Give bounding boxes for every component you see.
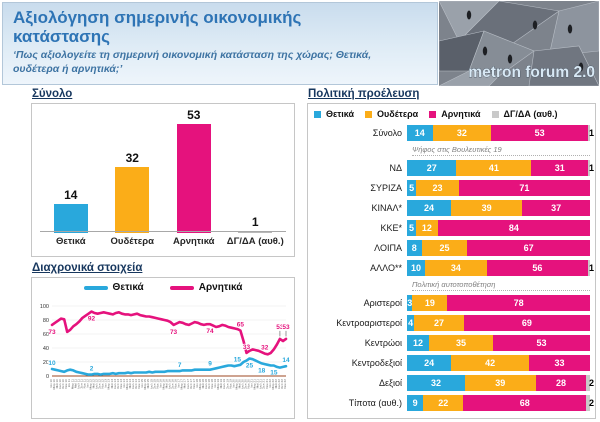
segment-negative: 71 <box>459 180 590 196</box>
origin-rows <box>312 125 594 411</box>
svg-text:15: 15 <box>233 356 241 364</box>
legend-label: Ουδέτερα <box>377 109 419 119</box>
segment-positive: 24 <box>407 200 451 216</box>
trend-panel-title: Διαχρονικά στοιχεία <box>32 262 143 274</box>
svg-text:2: 2 <box>89 365 94 373</box>
segment-negative: 53 <box>493 335 590 351</box>
group-separator: Ψήφος στις Βουλευτικές 19 <box>412 145 590 156</box>
origin-row-label: ΚΙΝΑΛ* <box>371 203 402 213</box>
segment-negative: 31 <box>531 160 588 176</box>
origin-panel-title: Πολιτική προέλευση <box>308 88 420 100</box>
origin-row <box>312 240 590 256</box>
svg-text:Ιουλ 10: Ιουλ 10 <box>58 379 63 390</box>
legend-swatch <box>365 111 372 118</box>
segment-neutral: 19 <box>412 295 447 311</box>
legend-item <box>84 282 144 293</box>
bar-2 <box>177 124 211 233</box>
metron-forum-logo <box>439 1 599 86</box>
dk-value: 2 <box>588 378 594 388</box>
segment-positive: 8 <box>407 240 422 256</box>
svg-text:Ιαν 15: Ιαν 15 <box>140 379 145 388</box>
segment-negative: 67 <box>467 240 590 256</box>
origin-row-label: Κεντροδεξιοί <box>351 358 402 368</box>
legend-label: Αρνητικά <box>198 282 243 293</box>
svg-text:Ιουλ 14: Ιουλ 14 <box>131 379 136 390</box>
total-categories <box>40 231 286 253</box>
segment-neutral: 41 <box>456 160 531 176</box>
svg-text:Ιουλ 12: Ιουλ 12 <box>94 379 99 390</box>
trend-line-chart <box>31 277 295 419</box>
bar-value: 14 <box>64 188 78 203</box>
svg-text:Μαρ 22: Μαρ 22 <box>270 379 275 390</box>
origin-row-label: Κεντροαριστεροί <box>336 318 402 328</box>
svg-text:Ιουλ 22: Ιουλ 22 <box>276 379 281 390</box>
svg-text:Ιαν 18: Ιαν 18 <box>194 379 199 388</box>
origin-row-track <box>407 335 590 351</box>
svg-text:Ιαν 10: Ιαν 10 <box>49 379 53 388</box>
svg-text:Ιουλ 18: Ιουλ 18 <box>203 379 208 390</box>
bar-1 <box>115 167 149 233</box>
segment-negative: 56 <box>487 260 588 276</box>
svg-text:Σεπ 16: Σεπ 16 <box>170 379 175 389</box>
svg-text:Νοε 21: Νοε 21 <box>264 379 269 389</box>
segment-positive: 5 <box>407 220 416 236</box>
svg-text:Ιουλ 20: Ιουλ 20 <box>240 379 245 390</box>
segment-neutral: 25 <box>422 240 468 256</box>
dk-value: 1 <box>588 163 594 173</box>
svg-text:18: 18 <box>258 367 266 375</box>
svg-text:Μαρ 14: Μαρ 14 <box>124 379 129 390</box>
origin-row <box>312 395 594 411</box>
svg-text:Μαϊ 15: Μαϊ 15 <box>146 379 151 389</box>
svg-text:Σεπ 19: Σεπ 19 <box>225 379 230 389</box>
segment-positive: 3 <box>407 295 412 311</box>
origin-row-track <box>407 240 590 256</box>
origin-row-track <box>407 180 590 196</box>
segment-positive: 27 <box>407 160 456 176</box>
svg-text:Ιαν 16: Ιαν 16 <box>158 379 163 388</box>
bar-category-label: Θετικά <box>55 236 86 247</box>
bar-column-0 <box>43 188 99 233</box>
origin-row-label: Κεντρώοι <box>364 338 402 348</box>
segment-positive: 24 <box>407 355 451 371</box>
svg-text:33: 33 <box>242 343 251 351</box>
svg-text:9: 9 <box>208 360 212 368</box>
segment-negative: 68 <box>463 395 586 411</box>
svg-text:10: 10 <box>48 360 56 367</box>
svg-text:25: 25 <box>245 362 254 370</box>
svg-text:Ιαν 22: Ιαν 22 <box>267 379 272 388</box>
svg-text:Νοε 13: Νοε 13 <box>118 379 123 389</box>
segment-negative: 84 <box>438 220 590 236</box>
bar-0 <box>54 204 88 233</box>
svg-text:73: 73 <box>48 328 56 336</box>
origin-row <box>312 375 594 391</box>
bar-category-label: ΔΓ/ΔΑ (αυθ.) <box>226 236 284 247</box>
svg-text:Μαϊ 12: Μαϊ 12 <box>91 379 96 389</box>
bar-column-1 <box>104 151 160 233</box>
bar-value: 1 <box>251 214 259 229</box>
segment-positive: 14 <box>407 125 433 141</box>
svg-text:Νοε 14: Νοε 14 <box>137 379 142 389</box>
legend-swatch <box>84 286 108 290</box>
origin-row-label: ΑΛΛΟ** <box>370 263 402 273</box>
bar-category-label: Αρνητικά <box>172 236 215 247</box>
svg-text:Ιουλ 13: Ιουλ 13 <box>112 379 117 390</box>
segment-neutral: 34 <box>425 260 487 276</box>
origin-row <box>312 315 590 331</box>
origin-row-track <box>407 260 594 276</box>
svg-text:Ιουλ 11: Ιουλ 11 <box>76 379 81 389</box>
bar-value: 32 <box>125 151 139 166</box>
svg-text:Μαρ 13: Μαρ 13 <box>106 379 111 390</box>
svg-text:Νοε 15: Νοε 15 <box>155 379 160 389</box>
svg-text:Σεπ 17: Σεπ 17 <box>188 379 193 389</box>
origin-row-label: Τίποτα (αυθ.) <box>348 398 402 408</box>
origin-row <box>312 260 594 276</box>
legend-label: Θετικά <box>112 282 144 293</box>
svg-text:60: 60 <box>42 332 49 338</box>
segment-neutral: 32 <box>433 125 492 141</box>
svg-text:20: 20 <box>42 360 49 366</box>
segment-positive: 10 <box>407 260 425 276</box>
segment-negative: 37 <box>522 200 590 216</box>
svg-text:7: 7 <box>177 362 182 370</box>
total-panel-title: Σύνολο <box>32 88 73 100</box>
svg-text:Μαρ 21: Μαρ 21 <box>252 379 257 390</box>
segment-neutral: 39 <box>465 375 536 391</box>
svg-text:Ιαν 19: Ιαν 19 <box>213 379 218 388</box>
legend-label: Θετικά <box>326 109 355 119</box>
header <box>2 2 438 85</box>
svg-text:Νοε 19: Νοε 19 <box>228 379 233 389</box>
svg-text:Μαρ 19: Μαρ 19 <box>216 379 221 390</box>
legend-item <box>492 109 558 119</box>
svg-text:Ιαν 11: Ιαν 11 <box>67 379 72 388</box>
svg-text:Ιουλ 15: Ιουλ 15 <box>149 379 154 390</box>
legend-swatch <box>492 111 499 118</box>
svg-text:Μαρ 16: Μαρ 16 <box>161 379 166 390</box>
total-bar-chart <box>31 103 295 257</box>
svg-text:Νοε 18: Νοε 18 <box>210 379 215 389</box>
svg-text:Μαϊ 11: Μαϊ 11 <box>73 379 78 389</box>
origin-row-label: Αριστεροί <box>363 298 402 308</box>
logo-wordmark: metron forum 2.0 <box>468 64 595 81</box>
segment-neutral: 42 <box>451 355 529 371</box>
segment-positive: 12 <box>407 335 429 351</box>
svg-text:Νοε 12: Νοε 12 <box>100 379 105 389</box>
origin-row-track <box>407 375 594 391</box>
svg-text:Ιουλ 16: Ιουλ 16 <box>167 379 172 390</box>
svg-text:Μαρ 17: Μαρ 17 <box>179 379 184 390</box>
svg-text:74: 74 <box>206 328 214 336</box>
dk-value: 1 <box>588 263 594 273</box>
segment-neutral: 12 <box>416 220 438 236</box>
svg-text:Ιαν 12: Ιαν 12 <box>85 379 90 388</box>
origin-legend <box>314 109 590 119</box>
svg-text:Ιουλ 19: Ιουλ 19 <box>222 379 227 390</box>
svg-text:Ιουλ 21: Ιουλ 21 <box>258 379 263 390</box>
origin-row <box>312 180 590 196</box>
total-bars <box>40 110 286 233</box>
svg-text:Σεπ 10: Σεπ 10 <box>61 379 66 389</box>
origin-row-track <box>407 315 590 331</box>
svg-text:Νοε 17: Νοε 17 <box>191 379 196 389</box>
svg-text:Ιαν 17: Ιαν 17 <box>176 379 181 388</box>
origin-row-track <box>407 355 590 371</box>
svg-text:Μαρ 10: Μαρ 10 <box>52 379 57 390</box>
svg-text:Μαρ 15: Μαρ 15 <box>143 379 148 390</box>
svg-text:80: 80 <box>42 318 49 324</box>
origin-row-track <box>407 200 590 216</box>
svg-text:Σεπ 12: Σεπ 12 <box>97 379 102 389</box>
legend-swatch <box>429 111 436 118</box>
svg-text:Σεπ 13: Σεπ 13 <box>115 379 120 389</box>
origin-row-track <box>407 160 594 176</box>
svg-text:92: 92 <box>87 315 96 323</box>
svg-text:Ιαν 21: Ιαν 21 <box>249 379 254 388</box>
svg-text:15: 15 <box>270 369 278 377</box>
origin-row-track <box>407 220 590 236</box>
svg-text:Σεπ 20: Σεπ 20 <box>243 379 248 389</box>
svg-text:Ιουλ 17: Ιουλ 17 <box>185 379 190 390</box>
dk-value: 2 <box>588 398 594 408</box>
segment-neutral: 39 <box>451 200 522 216</box>
origin-row <box>312 355 590 371</box>
svg-text:0: 0 <box>45 374 49 380</box>
svg-text:Σεπ 21: Σεπ 21 <box>261 379 266 389</box>
svg-text:Ιαν 20: Ιαν 20 <box>231 379 236 388</box>
trend-chart-svg <box>34 298 292 416</box>
origin-row-label: Δεξιοί <box>378 378 402 388</box>
svg-text:40: 40 <box>42 346 49 352</box>
segment-positive: 4 <box>407 315 414 331</box>
bar-column-2 <box>166 108 222 233</box>
svg-text:Ιαν 13: Ιαν 13 <box>103 379 108 388</box>
segment-positive: 9 <box>407 395 423 411</box>
svg-text:Σεπ 18: Σεπ 18 <box>207 379 212 389</box>
legend-swatch <box>314 111 321 118</box>
svg-text:Σεπ 14: Σεπ 14 <box>134 379 139 389</box>
origin-row <box>312 335 590 351</box>
legend-swatch <box>170 286 194 290</box>
origin-stacked-chart <box>307 103 596 419</box>
legend-label: Αρνητικά <box>441 109 481 119</box>
legend-item <box>170 282 243 293</box>
svg-text:Νοε 10: Νοε 10 <box>64 379 69 389</box>
svg-text:Μαϊ 20: Μαϊ 20 <box>237 379 242 389</box>
page-subtitle: ‘Πως αξιολογείτε τη σημερινή οικονομική κατάσταση της χώρας; Θετικά, ουδέτερα ή αρνητικά;’ <box>13 49 372 76</box>
svg-text:Σεπ 15: Σεπ 15 <box>152 379 157 389</box>
bar-category-label: Ουδέτερα <box>110 236 154 247</box>
dk-value: 1 <box>588 128 594 138</box>
svg-text:Νοε 16: Νοε 16 <box>173 379 178 389</box>
svg-text:Μαρ 20: Μαρ 20 <box>234 379 239 390</box>
segment-neutral: 35 <box>429 335 493 351</box>
bar-value: 53 <box>187 108 201 123</box>
origin-row <box>312 125 594 141</box>
segment-positive: 5 <box>407 180 416 196</box>
svg-text:65: 65 <box>236 321 245 329</box>
segment-negative: 53 <box>491 125 588 141</box>
svg-text:Μαϊ 13: Μαϊ 13 <box>109 379 114 389</box>
legend-item <box>365 109 418 119</box>
plaza-photo <box>439 1 599 86</box>
svg-text:53: 53 <box>282 323 290 331</box>
segment-negative: 78 <box>447 295 590 311</box>
origin-row <box>312 200 590 216</box>
origin-row-label: ΣΥΡΙΖΑ <box>370 183 402 193</box>
origin-row-label: ΛΟΙΠΑ <box>374 243 402 253</box>
svg-text:Νοε 22: Νοε 22 <box>283 379 287 389</box>
svg-text:Μαϊ 18: Μαϊ 18 <box>200 379 205 389</box>
origin-row <box>312 160 594 176</box>
svg-text:Μαϊ 22: Μαϊ 22 <box>273 379 278 389</box>
svg-text:14: 14 <box>282 357 290 365</box>
svg-text:Μαρ 11: Μαρ 11 <box>70 379 75 390</box>
svg-text:53: 53 <box>276 323 284 331</box>
origin-row-label: ΝΔ <box>389 163 402 173</box>
svg-text:32: 32 <box>261 344 269 352</box>
origin-row <box>312 220 590 236</box>
origin-row-track <box>407 395 594 411</box>
segment-neutral: 23 <box>416 180 459 196</box>
origin-row <box>312 295 590 311</box>
svg-text:Μαϊ 19: Μαϊ 19 <box>219 379 224 389</box>
svg-text:Μαρ 12: Μαρ 12 <box>88 379 93 390</box>
origin-row-label: ΚΚΕ* <box>380 223 402 233</box>
svg-text:Μαϊ 21: Μαϊ 21 <box>255 379 260 389</box>
origin-row-label: Σύνολο <box>372 128 402 138</box>
svg-text:Νοε 11: Νοε 11 <box>82 379 87 389</box>
origin-row-track <box>407 295 590 311</box>
group-separator: Πολιτική αυτοτοποθέτηση <box>412 280 590 291</box>
svg-text:100: 100 <box>39 304 49 310</box>
legend-label: ΔΓ/ΔΑ (αυθ.) <box>503 109 558 119</box>
svg-text:Σεπ 22: Σεπ 22 <box>279 379 284 389</box>
legend-item <box>314 109 354 119</box>
segment-neutral: 27 <box>414 315 463 331</box>
segment-negative: 33 <box>529 355 590 371</box>
svg-text:73: 73 <box>169 328 178 336</box>
segment-neutral: 22 <box>423 395 463 411</box>
svg-text:Μαρ 18: Μαρ 18 <box>197 379 202 390</box>
segment-positive: 32 <box>407 375 465 391</box>
svg-text:Σεπ 11: Σεπ 11 <box>79 379 84 389</box>
page-title: Αξιολόγηση σημερινής οικονομικής κατάστασης <box>13 8 302 47</box>
svg-text:Μαϊ 14: Μαϊ 14 <box>128 379 133 389</box>
segment-negative: 28 <box>536 375 587 391</box>
trend-legend <box>32 282 294 293</box>
segment-negative: 69 <box>464 315 590 331</box>
legend-item <box>429 109 480 119</box>
svg-text:Μαϊ 17: Μαϊ 17 <box>182 379 187 389</box>
svg-text:Νοε 20: Νοε 20 <box>246 379 251 389</box>
svg-text:Μαϊ 16: Μαϊ 16 <box>164 379 169 389</box>
svg-text:Μαϊ 10: Μαϊ 10 <box>55 379 60 389</box>
svg-text:Ιαν 14: Ιαν 14 <box>121 379 126 388</box>
origin-row-track <box>407 125 594 141</box>
